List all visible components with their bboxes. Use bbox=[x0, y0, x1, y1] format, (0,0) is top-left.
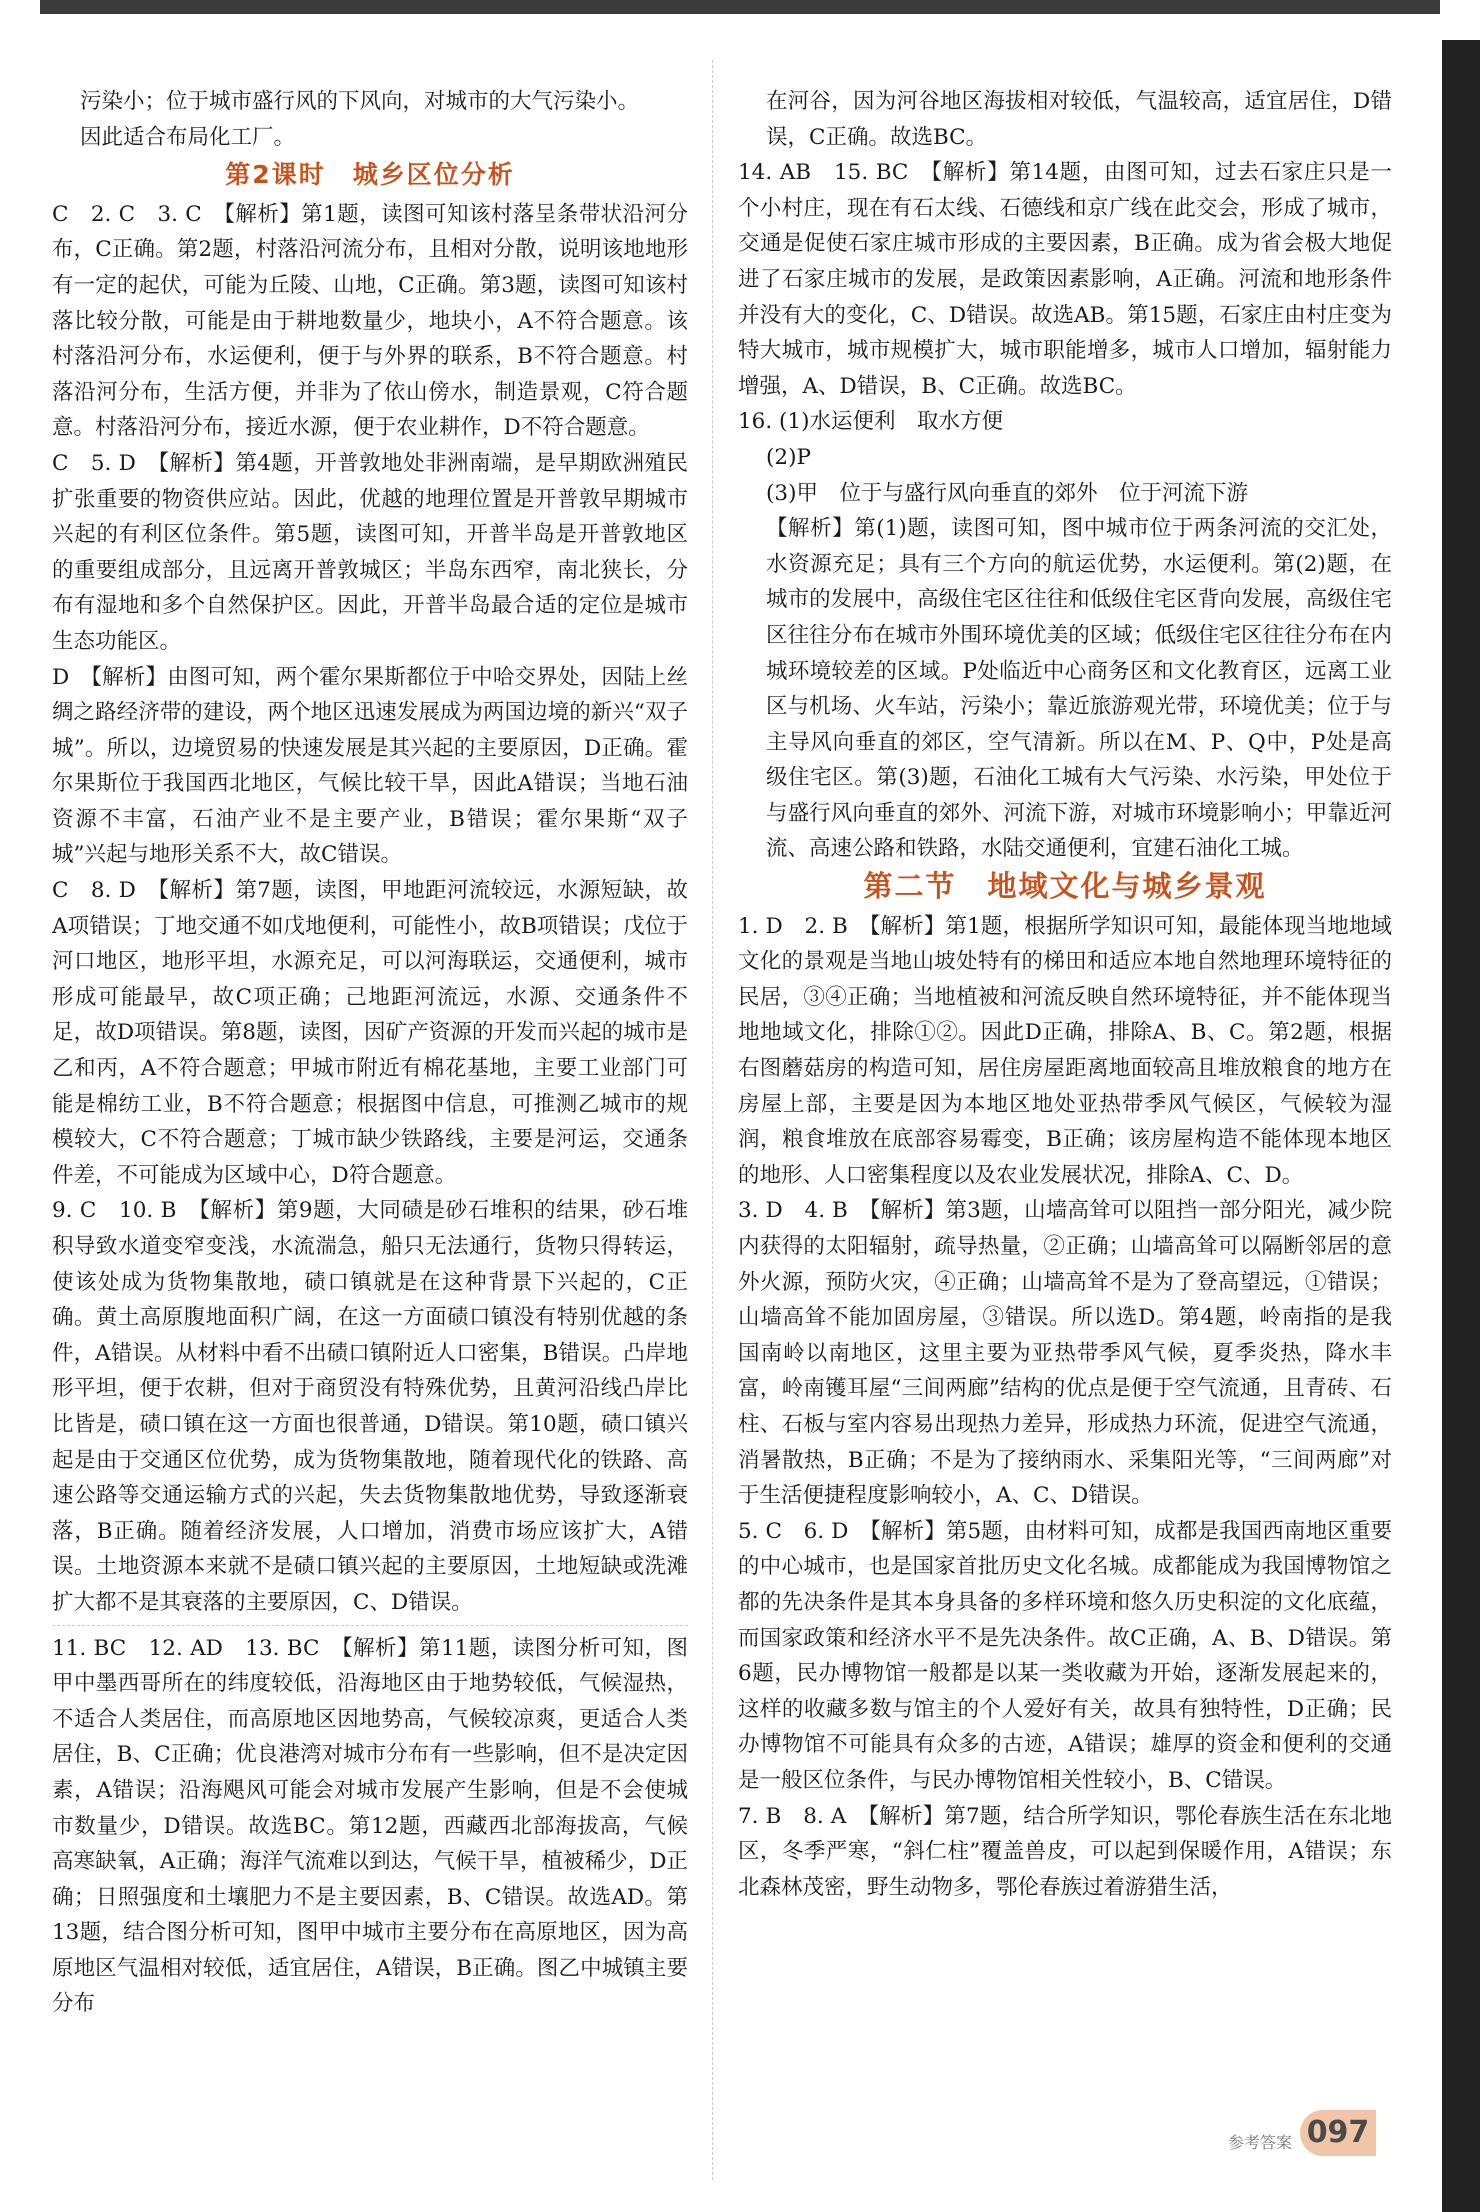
answer-paragraph: 因此适合布局化工厂。 bbox=[80, 124, 296, 150]
right-edge-band bbox=[1442, 40, 1480, 2212]
answer-paragraph: 3. D 4. B 【解析】第3题，山墙高耸可以阻挡一部分阳光，减少院内获得的太阳辐射，疏导热量，②正确；山墙高耸可以隔断邻居的意外火源，预防火灾，④正确；山墙高耸不是为了登高望远，①错误；山墙高耸不能加固房屋，③错误。所以选D。第4题，岭南指的是我国南岭以南地区，这里主要为亚热带季风气候，夏季炎热，降水丰富，岭南镬耳屋“三间两廊”结构的优点是便于空气流通，且青砖、石柱、石板与室内容易出现热力差异，形成热力环流，促进空气流通，消暑散热，B正确；不是为了接纳雨水、采集阳光等，“三间两廊”对于生活便捷程度影响较小，A、C、D错误。 bbox=[738, 1198, 1392, 1509]
separator bbox=[52, 1625, 688, 1627]
answer-paragraph: 7. B 8. A 【解析】第7题，结合所学知识，鄂伦春族生活在东北地区，冬季严寒，“斜仁柱”覆盖兽皮，可以起到保暖作用，A错误；东北森林茂密，野生动物多，鄂伦春族过着游猎生活， bbox=[738, 1803, 1392, 1900]
column-divider bbox=[712, 60, 713, 2180]
answer-paragraph: C 2. C 3. C 【解析】第1题，读图可知该村落呈条带状沿河分布，C正确。第2题，村落沿河流分布，且相对分散，说明该地地形有一定的起伏，可能为丘陵、山地，C正确。第3题，读图可知该村落比较分散，可能是由于耕地数量少，地块小，A不符合题意。该村落沿河分布，水运便利，便于与外界的联系，B不符合题意。村落沿河分布，生活方便，并非为了依山傍水，制造景观，C符合题意。村落沿河分布，接近水源，便于农业耕作，D不符合题意。 bbox=[52, 201, 688, 441]
answer-paragraph: C 5. D 【解析】第4题，开普敦地处非洲南端，是早期欧洲殖民扩张重要的物资供应站。因此，优越的地理位置是开普敦早期城市兴起的有利区位条件。第5题，读图可知，开普半岛是开普敦地区的重要组成部分，且远离开普敦城区；半岛东西窄，南北狭长，分布有湿地和多个自然保护区。因此，开普半岛最合适的定位是城市生态功能区。 bbox=[52, 450, 688, 654]
answer-paragraph: 5. C 6. D 【解析】第5题，由材料可知，成都是我国西南地区重要的中心城市，也是国家首批历史文化名城。成都能成为我国博物馆之都的先决条件是其本身具备的多样环境和悠久历史积淀的文化底蕴，而国家政策和经济水平不是先决条件。故C正确，A、B、D错误。第6题，民办博物馆一般都是以某一类收藏为开始，逐渐发展起来的，这样的收藏多数与馆主的个人爱好有关，故具有独特性，D正确；民办博物馆不可能具有众多的古迹，A错误；雄厚的资金和便利的交通是一般区位条件，与民办博物馆相关性较小，B、C错误。 bbox=[738, 1518, 1392, 1793]
answer-paragraph: 9. C 10. B 【解析】第9题，大同碛是砂石堆积的结果，砂石堆积导致水道变窄变浅，水流湍急，船只无法通行，货物只得转运，使该处成为货物集散地，碛口镇就是在这种背景下兴起的，C正确。黄土高原腹地面积广阔，在这一方面碛口镇没有特别优越的条件，A错误。从材料中看不出碛口镇附近人口密集，B错误。凸岸地形平坦，便于农耕，但对于商贸没有特殊优势，且黄河沿线凸岸比比皆是，碛口镇在这一方面也很普通，D错误。第10题，碛口镇兴起是由于交通区位优势，成为货物集散地，随着现代化的铁路、高速公路等交通运输方式的兴起，失去货物集散地优势，导致逐渐衰落，B正确。随着经济发展，人口增加，消费市场应该扩大，A错误。土地资源本来就不是碛口镇兴起的主要原因，土地短缺或洗滩扩大都不是其衰落的主要原因，C、D错误。 bbox=[52, 1198, 688, 1615]
answer-paragraph: (2)P bbox=[766, 444, 811, 470]
answer-paragraph: 16. (1)水运便利 取水方便 bbox=[738, 409, 1003, 435]
answer-paragraph: 在河谷，因为河谷地区海拔相对较低，气温较高，适宜居住，D错误，C正确。故选BC。 bbox=[766, 89, 1392, 150]
answer-paragraph: 污染小；位于城市盛行风的下风向，对城市的大气污染小。 bbox=[80, 89, 640, 114]
right-column bbox=[738, 84, 1392, 1905]
answer-paragraph: (3)甲 位于与盛行风向垂直的郊外 位于河流下游 bbox=[766, 480, 1248, 506]
left-column bbox=[52, 84, 688, 2022]
section-title: 第2课时 城乡区位分析 bbox=[225, 160, 515, 190]
answer-paragraph: 【解析】第(1)题，读图可知，图中城市位于两条河流的交汇处，水资源充足；具有三个方向的航运优势，水运便利。第(2)题，在城市的发展中，高级住宅区往往和低级住宅区背向发展，高级住宅区往往分布在城市外围环境优美的区域；低级住宅区往往分布在内城环境较差的区域。P处临近中心商务区和文化教育区，远离工业区与机场、火车站，污染小；靠近旅游观光带，环境优美；位于与主导风向垂直的郊区，空气清新。所以在M、P、Q中，P处是高级住宅区。第(3)题，石油化工城有大气污染、水污染，甲处位于与盛行风向垂直的郊外、河流下游，对城市环境影响小；甲靠近河流、高速公路和铁路，水陆交通便利，宜建石油化工城。 bbox=[766, 516, 1392, 862]
answer-paragraph: D 【解析】由图可知，两个霍尔果斯都位于中哈交界处，因陆上丝绸之路经济带的建设，两个地区迅速发展成为两国边境的新兴“双子城”。所以，边境贸易的快速发展是其兴起的主要原因，D正确。霍尔果斯位于我国西北地区，气候比较干旱，因此A错误；当地石油资源不丰富，石油产业不是主要产业，B错误；霍尔果斯“双子城”兴起与地形关系不大，故C错误。 bbox=[52, 664, 688, 868]
footer-label: 参考答案 bbox=[1228, 2133, 1293, 2152]
top-edge-bar bbox=[40, 0, 1440, 14]
answer-paragraph: 14. AB 15. BC 【解析】第14题，由图可知，过去石家庄只是一个小村庄，现在有石太线、石德线和京广线在此交会，形成了城市，交通是促使石家庄城市形成的主要因素，B正确。成为省会极大地促进了石家庄城市的发展，是政策因素影响，A正确。河流和地形条件并没有大的变化，C、D错误。故选AB。第15题，石家庄由村庄变为特大城市，城市规模扩大，城市职能增多，城市人口增加，辐射能力增强，A、D错误，B、C正确。故选BC。 bbox=[738, 160, 1392, 399]
answer-paragraph: C 8. D 【解析】第7题，读图，甲地距河流较远，水源短缺，故A项错误；丁地交通不如戊地便利，可能性小，故B项错误；戊位于河口地区，地形平坦，水源充足，可以河海联运，交通便利，城市形成可能最早，故C项正确；己地距河流远，水源、交通条件不足，故D项错误。第8题，读图，因矿产资源的开发而兴起的城市是乙和丙，A不符合题意；甲城市附近有棉花基地，主要工业部门可能是棉纺工业，B不符合题意；根据图中信息，可推测乙城市的规模较大，C不符合题意；丁城市缺少铁路线，主要是河运，交通条件差，不可能成为区域中心，D符合题意。 bbox=[52, 878, 688, 1188]
page-number: 097 bbox=[1300, 2110, 1376, 2156]
answer-paragraph: 1. D 2. B 【解析】第1题，根据所学知识可知，最能体现当地地域文化的景观是当地山坡处特有的梯田和适应本地自然地理环境特征的民居，③④正确；当地植被和河流反映自然环境特征，并不能体现当地地域文化，排除①②。因此D正确，排除A、B、C。第2题，根据右图蘑菇房的构造可知，居住房屋距离地面较高且堆放粮食的地方在房屋上部，主要是因为本地区地处亚热带季风气候区，气候较为湿润，粮食堆放在底部容易霉变，B正确；该房屋构造不能体现本地区的地形、人口密集程度以及农业发展状况，排除A、C、D。 bbox=[738, 913, 1392, 1188]
section-title: 第二节 地域文化与城乡景观 bbox=[863, 869, 1267, 904]
answer-paragraph: 11. BC 12. AD 13. BC 【解析】第11题，读图分析可知，图甲中墨西哥所在的纬度较低，沿海地区由于地势较低，气候湿热，不适合人类居住，而高原地区因地势高，气候较凉爽，更适合人类居住，B、C正确；优良港湾对城市分布有一些影响，但不是决定因素，A错误；沿海飓风可能会对城市发展产生影响，但是不会使城市数量少，D错误。故选BC。第12题，西藏西北部海拔高，气候高寒缺氧，A正确；海洋气流难以到达，气候干旱，植被稀少，D正确；日照强度和土壤肥力不是主要因素，B、C错误。故选AD。第13题，结合图分析可知，图甲中城市主要分布在高原地区，因为高原地区气温相对较低，适宜居住，A错误，B正确。图乙中城镇主要分布 bbox=[52, 1635, 688, 2017]
